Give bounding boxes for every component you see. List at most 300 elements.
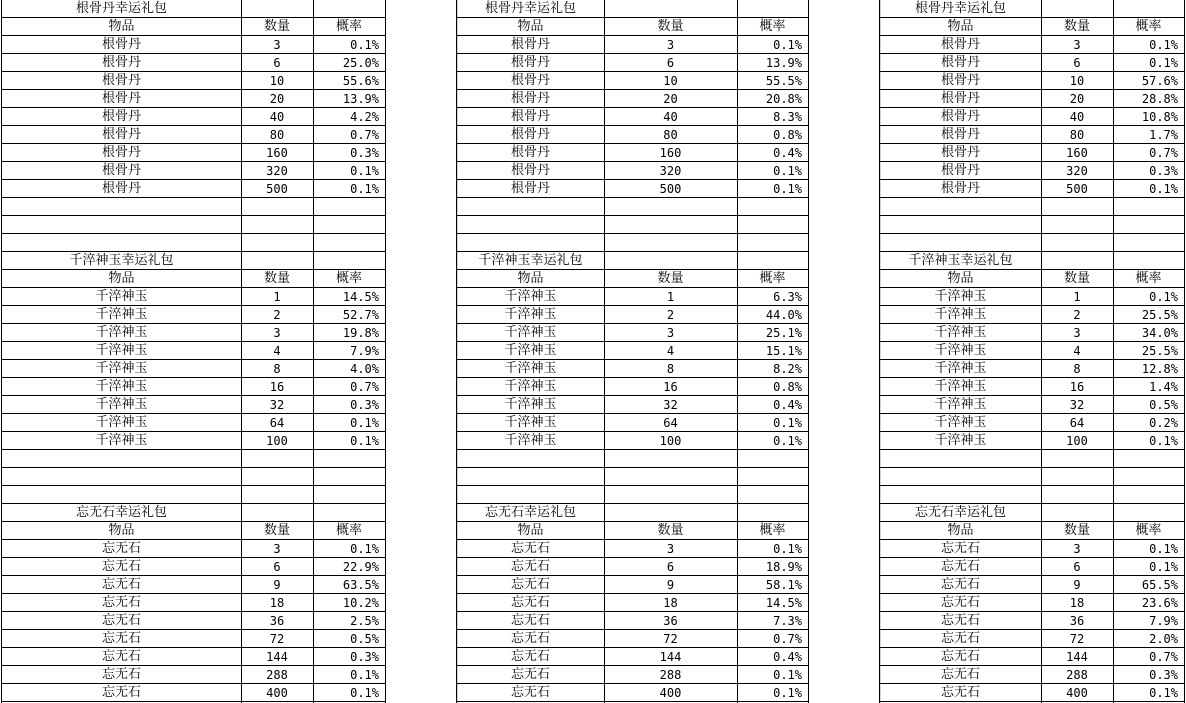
row-border (1, 17, 385, 18)
probability-cell: 0.1% (773, 38, 802, 52)
probability-cell: 0.1% (350, 434, 379, 448)
quantity-cell: 9 (273, 578, 281, 592)
probability-cell: 8.3% (773, 110, 802, 124)
item-name-cell: 忘无石 (940, 559, 980, 574)
probability-cell: 57.6% (1141, 74, 1178, 88)
probability-cell: 0.1% (350, 686, 379, 700)
item-name-cell: 忘无石 (101, 613, 141, 628)
probability-cell: 23.6% (1141, 596, 1178, 610)
quantity-cell: 9 (666, 578, 675, 592)
probability-cell: 25.0% (342, 56, 379, 70)
item-name-cell: 根骨丹 (940, 73, 980, 88)
quantity-cell: 3 (273, 326, 281, 340)
quantity-cell: 32 (663, 398, 678, 412)
probability-cell: 1.4% (1149, 380, 1178, 394)
row-border (456, 17, 808, 18)
quantity-cell: 100 (659, 434, 682, 448)
item-name-cell: 千淬神玉 (95, 397, 148, 412)
probability-cell: 0.1% (1149, 56, 1178, 70)
probability-cell: 0.1% (773, 686, 802, 700)
header-item: 物品 (108, 271, 135, 286)
item-name-cell: 千淬神玉 (934, 289, 987, 304)
item-name-cell: 千淬神玉 (934, 397, 987, 412)
probability-cell: 13.9% (765, 56, 802, 70)
quantity-cell: 500 (659, 182, 682, 196)
probability-cell: 12.8% (1141, 362, 1178, 376)
item-name-cell: 根骨丹 (101, 163, 141, 178)
row-border (456, 269, 808, 270)
probability-cell: 0.2% (1149, 416, 1178, 430)
quantity-cell: 36 (269, 614, 285, 628)
item-name-cell: 根骨丹 (510, 73, 550, 88)
item-name-cell: 千淬神玉 (95, 307, 148, 322)
item-name-cell: 千淬神玉 (504, 433, 557, 448)
quantity-cell: 144 (1066, 650, 1088, 664)
quantity-cell: 3 (273, 38, 281, 52)
row-border (879, 269, 1184, 270)
item-name-cell: 根骨丹 (510, 91, 550, 106)
row-border (1, 467, 385, 468)
probability-cell: 0.1% (1149, 182, 1178, 196)
quantity-cell: 6 (1073, 56, 1081, 70)
quantity-cell: 3 (1073, 38, 1081, 52)
probability-cell: 0.1% (1149, 686, 1178, 700)
quantity-cell: 6 (273, 56, 281, 70)
item-name-cell: 根骨丹 (940, 163, 980, 178)
item-name-cell: 千淬神玉 (95, 343, 148, 358)
header-qty: 数量 (263, 271, 290, 286)
item-name-cell: 根骨丹 (101, 145, 141, 160)
probability-cell: 44.0% (765, 308, 802, 322)
probability-cell: 18.9% (765, 560, 802, 574)
item-name-cell: 忘无石 (510, 649, 550, 664)
probability-cell: 7.3% (773, 614, 802, 628)
probability-cell: 28.8% (1141, 92, 1178, 106)
quantity-cell: 72 (663, 632, 678, 646)
item-name-cell: 千淬神玉 (95, 433, 148, 448)
item-name-cell: 根骨丹 (510, 109, 550, 124)
quantity-cell: 80 (1069, 128, 1085, 142)
header-item: 物品 (947, 19, 974, 34)
quantity-cell: 20 (1069, 92, 1085, 106)
quantity-cell: 3 (666, 326, 675, 340)
table-title: 忘无石幸运礼包 (75, 505, 167, 520)
header-qty: 数量 (657, 271, 684, 286)
probability-cell: 14.5% (765, 596, 802, 610)
table-title: 根骨丹幸运礼包 (484, 1, 576, 16)
header-prob: 概率 (759, 271, 786, 286)
probability-cell: 0.3% (350, 398, 379, 412)
item-name-cell: 根骨丹 (101, 181, 141, 196)
header-prob: 概率 (335, 271, 362, 286)
item-name-cell: 忘无石 (101, 559, 141, 574)
probability-cell: 20.8% (765, 92, 802, 106)
quantity-cell: 144 (266, 650, 288, 664)
item-name-cell: 忘无石 (510, 541, 550, 556)
table-title: 根骨丹幸运礼包 (75, 1, 167, 16)
quantity-cell: 10 (269, 74, 285, 88)
item-name-cell: 千淬神玉 (504, 307, 557, 322)
probability-cell: 10.8% (1141, 110, 1178, 124)
header-qty: 数量 (657, 19, 684, 34)
item-name-cell: 千淬神玉 (504, 379, 557, 394)
quantity-cell: 160 (266, 146, 288, 160)
probability-cell: 0.1% (350, 416, 379, 430)
probability-cell: 0.1% (350, 38, 379, 52)
probability-cell: 0.4% (773, 398, 802, 412)
quantity-cell: 40 (269, 110, 285, 124)
item-name-cell: 忘无石 (510, 613, 550, 628)
item-name-cell: 千淬神玉 (934, 433, 987, 448)
probability-cell: 0.1% (773, 542, 802, 556)
quantity-cell: 6 (273, 560, 281, 574)
quantity-cell: 500 (1066, 182, 1088, 196)
quantity-cell: 72 (269, 632, 285, 646)
table-title: 千淬神玉幸运礼包 (69, 253, 174, 268)
item-name-cell: 根骨丹 (101, 37, 141, 52)
quantity-cell: 320 (659, 164, 682, 178)
probability-cell: 0.3% (350, 146, 379, 160)
quantity-cell: 20 (269, 92, 285, 106)
header-prob: 概率 (1135, 523, 1162, 538)
row-border (1, 485, 385, 486)
item-name-cell: 千淬神玉 (934, 307, 987, 322)
quantity-cell: 288 (266, 668, 288, 682)
header-item: 物品 (517, 19, 544, 34)
item-name-cell: 根骨丹 (510, 127, 550, 142)
probability-cell: 2.0% (1149, 632, 1178, 646)
header-qty: 数量 (1063, 271, 1090, 286)
probability-cell: 1.7% (1149, 128, 1178, 142)
row-border (879, 485, 1184, 486)
item-name-cell: 忘无石 (940, 667, 980, 682)
probability-cell: 7.9% (1149, 614, 1178, 628)
header-prob: 概率 (335, 19, 362, 34)
item-name-cell: 根骨丹 (940, 109, 980, 124)
probability-cell: 0.1% (1149, 434, 1178, 448)
probability-cell: 19.8% (342, 326, 379, 340)
probability-cell: 0.1% (350, 542, 379, 556)
quantity-cell: 64 (663, 416, 678, 430)
probability-cell: 25.5% (1141, 308, 1178, 322)
quantity-cell: 10 (1069, 74, 1085, 88)
item-name-cell: 千淬神玉 (504, 325, 557, 340)
quantity-cell: 6 (666, 560, 675, 574)
quantity-cell: 3 (666, 542, 675, 556)
item-name-cell: 根骨丹 (510, 55, 550, 70)
item-name-cell: 忘无石 (101, 577, 141, 592)
probability-cell: 0.8% (773, 128, 802, 142)
quantity-cell: 64 (1069, 416, 1085, 430)
quantity-cell: 16 (1069, 380, 1085, 394)
item-name-cell: 根骨丹 (940, 37, 980, 52)
probability-cell: 34.0% (1141, 326, 1178, 340)
probability-cell: 0.1% (773, 182, 802, 196)
item-name-cell: 千淬神玉 (934, 361, 987, 376)
quantity-cell: 80 (269, 128, 285, 142)
quantity-cell: 4 (273, 344, 281, 358)
row-border (1, 269, 385, 270)
probability-cell: 22.9% (342, 560, 379, 574)
header-qty: 数量 (263, 19, 290, 34)
probability-cell: 0.1% (1149, 560, 1178, 574)
row-border (879, 467, 1184, 468)
quantity-cell: 320 (1066, 164, 1088, 178)
item-name-cell: 千淬神玉 (934, 343, 987, 358)
quantity-cell: 144 (659, 650, 682, 664)
item-name-cell: 忘无石 (940, 631, 980, 646)
item-name-cell: 忘无石 (510, 631, 550, 646)
item-name-cell: 忘无石 (510, 667, 550, 682)
probability-cell: 0.4% (773, 650, 802, 664)
probability-cell: 6.3% (773, 290, 802, 304)
item-name-cell: 根骨丹 (510, 163, 550, 178)
item-name-cell: 根骨丹 (940, 55, 980, 70)
item-name-cell: 根骨丹 (510, 145, 550, 160)
probability-cell: 0.1% (1149, 542, 1178, 556)
item-name-cell: 忘无石 (940, 577, 980, 592)
table-title: 千淬神玉幸运礼包 (478, 253, 583, 268)
quantity-cell: 20 (663, 92, 678, 106)
item-name-cell: 忘无石 (101, 667, 141, 682)
header-prob: 概率 (759, 523, 786, 538)
item-name-cell: 根骨丹 (510, 37, 550, 52)
item-name-cell: 千淬神玉 (934, 325, 987, 340)
item-name-cell: 千淬神玉 (95, 379, 148, 394)
item-name-cell: 忘无石 (940, 541, 980, 556)
item-name-cell: 根骨丹 (940, 181, 980, 196)
row-border (456, 521, 808, 522)
quantity-cell: 400 (659, 686, 682, 700)
quantity-cell: 1 (273, 290, 281, 304)
probability-cell: 58.1% (765, 578, 802, 592)
probability-cell: 55.6% (342, 74, 379, 88)
row-border (456, 215, 808, 216)
probability-cell: 0.1% (350, 668, 379, 682)
probability-cell: 0.1% (350, 182, 379, 196)
row-border (456, 485, 808, 486)
quantity-cell: 288 (659, 668, 682, 682)
quantity-cell: 8 (273, 362, 281, 376)
probability-cell: 0.7% (350, 380, 379, 394)
probability-cell: 25.1% (765, 326, 802, 340)
probability-cell: 4.2% (350, 110, 379, 124)
item-name-cell: 忘无石 (940, 685, 980, 700)
item-name-cell: 忘无石 (510, 559, 550, 574)
quantity-cell: 32 (269, 398, 285, 412)
quantity-cell: 500 (266, 182, 288, 196)
probability-cell: 2.5% (350, 614, 379, 628)
probability-cell: 0.3% (350, 650, 379, 664)
quantity-cell: 1 (666, 290, 675, 304)
quantity-cell: 16 (269, 380, 285, 394)
item-name-cell: 千淬神玉 (504, 415, 557, 430)
table-title: 根骨丹幸运礼包 (914, 1, 1006, 16)
item-name-cell: 忘无石 (940, 595, 980, 610)
item-name-cell: 千淬神玉 (95, 289, 148, 304)
quantity-cell: 160 (659, 146, 682, 160)
quantity-cell: 100 (1066, 434, 1088, 448)
probability-cell: 52.7% (342, 308, 379, 322)
quantity-cell: 2 (666, 308, 675, 322)
row-border (456, 467, 808, 468)
header-prob: 概率 (1135, 19, 1162, 34)
quantity-cell: 64 (269, 416, 285, 430)
quantity-cell: 32 (1069, 398, 1085, 412)
header-prob: 概率 (759, 19, 786, 34)
item-name-cell: 千淬神玉 (934, 379, 987, 394)
quantity-cell: 3 (666, 38, 675, 52)
quantity-cell: 2 (1073, 308, 1081, 322)
quantity-cell: 3 (1073, 326, 1081, 340)
probability-cell: 55.5% (765, 74, 802, 88)
row-border (879, 233, 1184, 234)
quantity-cell: 3 (1073, 542, 1081, 556)
quantity-cell: 80 (663, 128, 678, 142)
table-title: 忘无石幸运礼包 (484, 505, 576, 520)
table-title: 忘无石幸运礼包 (914, 505, 1006, 520)
row-border (879, 215, 1184, 216)
quantity-cell: 18 (269, 596, 285, 610)
probability-cell: 0.1% (773, 434, 802, 448)
header-item: 物品 (108, 523, 135, 538)
item-name-cell: 忘无石 (940, 649, 980, 664)
quantity-cell: 10 (663, 74, 678, 88)
quantity-cell: 40 (1069, 110, 1085, 124)
item-name-cell: 千淬神玉 (504, 289, 557, 304)
probability-cell: 63.5% (342, 578, 379, 592)
header-qty: 数量 (263, 523, 290, 538)
header-prob: 概率 (335, 523, 362, 538)
probability-cell: 0.4% (773, 146, 802, 160)
probability-cell: 15.1% (765, 344, 802, 358)
quantity-cell: 2 (273, 308, 281, 322)
probability-cell: 0.5% (1149, 398, 1178, 412)
item-name-cell: 忘无石 (101, 631, 141, 646)
table-title: 千淬神玉幸运礼包 (908, 253, 1013, 268)
probability-cell: 14.5% (342, 290, 379, 304)
quantity-cell: 4 (1073, 344, 1081, 358)
header-qty: 数量 (1063, 523, 1090, 538)
quantity-cell: 9 (1073, 578, 1081, 592)
header-item: 物品 (517, 271, 544, 286)
column-border (808, 0, 809, 703)
header-item: 物品 (517, 523, 544, 538)
quantity-cell: 1 (1073, 290, 1081, 304)
item-name-cell: 根骨丹 (101, 73, 141, 88)
quantity-cell: 288 (1066, 668, 1088, 682)
probability-cell: 0.7% (350, 128, 379, 142)
probability-cell: 0.1% (1149, 38, 1178, 52)
item-name-cell: 根骨丹 (101, 127, 141, 142)
header-item: 物品 (108, 19, 135, 34)
row-border (456, 233, 808, 234)
probability-cell: 7.9% (350, 344, 379, 358)
item-name-cell: 根骨丹 (101, 91, 141, 106)
quantity-cell: 4 (666, 344, 675, 358)
quantity-cell: 36 (1069, 614, 1085, 628)
item-name-cell: 根骨丹 (940, 145, 980, 160)
item-name-cell: 忘无石 (101, 685, 141, 700)
item-name-cell: 千淬神玉 (504, 397, 557, 412)
quantity-cell: 18 (663, 596, 678, 610)
probability-cell: 0.1% (773, 416, 802, 430)
quantity-cell: 100 (266, 434, 288, 448)
probability-cell: 8.2% (773, 362, 802, 376)
item-name-cell: 忘无石 (101, 595, 141, 610)
item-name-cell: 千淬神玉 (504, 343, 557, 358)
item-name-cell: 忘无石 (510, 577, 550, 592)
item-name-cell: 忘无石 (101, 649, 141, 664)
item-name-cell: 千淬神玉 (934, 415, 987, 430)
probability-cell: 0.1% (350, 164, 379, 178)
probability-cell: 0.5% (350, 632, 379, 646)
item-name-cell: 千淬神玉 (95, 415, 148, 430)
probability-cell: 0.8% (773, 380, 802, 394)
header-prob: 概率 (1135, 271, 1162, 286)
column-border (385, 0, 386, 703)
probability-cell: 0.1% (773, 668, 802, 682)
probability-cell: 4.0% (350, 362, 379, 376)
row-border (1, 233, 385, 234)
header-qty: 数量 (657, 523, 684, 538)
item-name-cell: 根骨丹 (940, 127, 980, 142)
quantity-cell: 6 (666, 56, 675, 70)
item-name-cell: 忘无石 (510, 685, 550, 700)
item-name-cell: 千淬神玉 (504, 361, 557, 376)
quantity-cell: 18 (1069, 596, 1085, 610)
quantity-cell: 400 (266, 686, 288, 700)
item-name-cell: 千淬神玉 (95, 325, 148, 340)
probability-cell: 65.5% (1141, 578, 1178, 592)
column-border (1184, 0, 1185, 703)
quantity-cell: 36 (663, 614, 678, 628)
quantity-cell: 3 (273, 542, 281, 556)
probability-cell: 0.7% (1149, 650, 1178, 664)
item-name-cell: 根骨丹 (940, 91, 980, 106)
quantity-cell: 72 (1069, 632, 1085, 646)
item-name-cell: 根骨丹 (101, 109, 141, 124)
quantity-cell: 160 (1066, 146, 1088, 160)
row-border (879, 521, 1184, 522)
probability-cell: 0.1% (1149, 290, 1178, 304)
row-border (879, 17, 1184, 18)
probability-cell: 0.7% (1149, 146, 1178, 160)
quantity-cell: 8 (1073, 362, 1081, 376)
quantity-cell: 6 (1073, 560, 1081, 574)
probability-cell: 10.2% (342, 596, 379, 610)
probability-cell: 0.1% (773, 164, 802, 178)
item-name-cell: 忘无石 (510, 595, 550, 610)
probability-cell: 0.7% (773, 632, 802, 646)
quantity-cell: 8 (666, 362, 675, 376)
probability-cell: 13.9% (342, 92, 379, 106)
header-item: 物品 (947, 271, 974, 286)
probability-cell: 0.3% (1149, 668, 1178, 682)
probability-cell: 0.3% (1149, 164, 1178, 178)
quantity-cell: 400 (1066, 686, 1088, 700)
item-name-cell: 根骨丹 (510, 181, 550, 196)
header-item: 物品 (947, 523, 974, 538)
item-name-cell: 千淬神玉 (95, 361, 148, 376)
row-border (1, 521, 385, 522)
header-qty: 数量 (1063, 19, 1090, 34)
quantity-cell: 320 (266, 164, 288, 178)
item-name-cell: 忘无石 (940, 613, 980, 628)
quantity-cell: 16 (663, 380, 678, 394)
item-name-cell: 忘无石 (101, 541, 141, 556)
item-name-cell: 根骨丹 (101, 55, 141, 70)
